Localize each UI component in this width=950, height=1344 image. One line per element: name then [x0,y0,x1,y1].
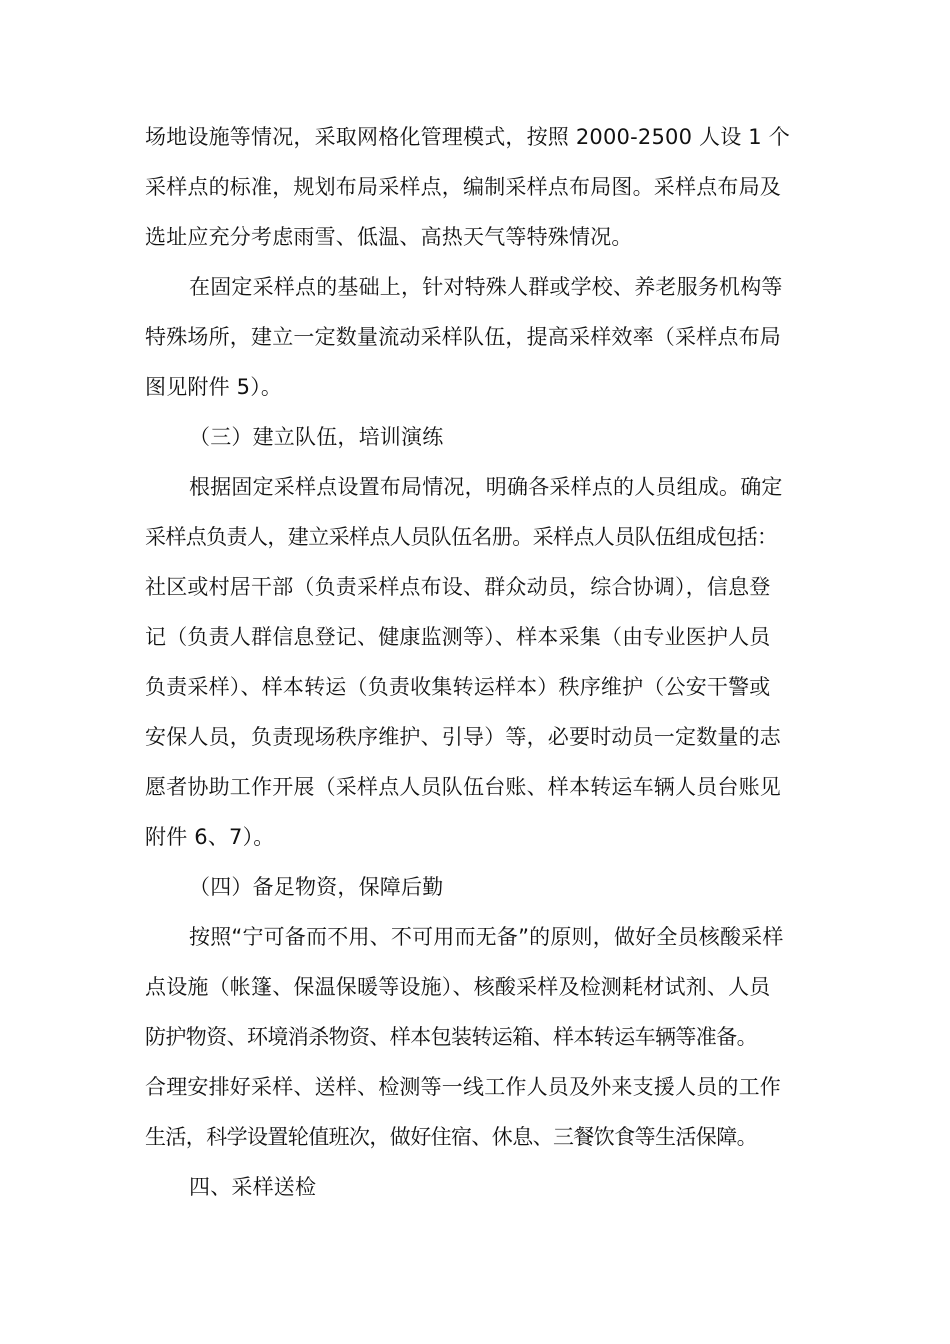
paragraph-supplies [145,912,807,1162]
text-line: 采样点负责人，建立采样点人员队伍名册。采样点人员队伍组成包括： [145,525,778,549]
paragraph-site-planning [145,112,807,262]
text-line: 愿者协助工作开展（采样点人员队伍台账、样本转运车辆人员台账见 [145,775,781,799]
section-heading-4: （四）备足物资，保障后勤 [189,875,444,899]
text-line: 采样点的标准，规划布局采样点，编制采样点布局图。采样点布局及 [145,175,781,199]
text-line: 记（负责人群信息登记、健康监测等）、样本采集（由专业医护人员 [145,625,771,649]
text-line: 在固定采样点的基础上，针对特殊人群或学校、养老服务机构等 [189,275,783,299]
text-line: 按照“宁可备而不用、不可用而无备”的原则，做好全员核酸采样 [189,925,784,949]
text-line: 负责采样）、样本转运（负责收集转运样本）秩序维护（公安干警或 [145,675,771,699]
section-heading-3: （三）建立队伍，培训演练 [189,425,444,449]
text-line: 安保人员，负责现场秩序维护、引导）等，必要时动员一定数量的志 [145,725,781,749]
text-line: 生活，科学设置轮值班次，做好住宿、休息、三餐饮食等生活保障。 [145,1125,757,1149]
text-line: 附件 6、7）。 [145,825,275,849]
text-line: 特殊场所，建立一定数量流动采样队伍，提高采样效率（采样点布局 [145,325,781,349]
text-line: 防护物资、环境消杀物资、样本包装转运箱、样本转运车辆等准备。 [145,1025,757,1049]
text-line: 合理安排好采样、送样、检测等一线工作人员及外来支援人员的工作 [145,1075,781,1099]
paragraph-mobile-teams [145,262,807,412]
text-line: 根据固定采样点设置布局情况，明确各采样点的人员组成。确定 [189,475,783,499]
chapter-heading: 四、采样送检 [189,1175,317,1199]
text-line: 场地设施等情况，采取网格化管理模式，按照 2000-2500 人设 1 个 [145,125,790,149]
text-line: 选址应充分考虑雨雪、低温、高热天气等特殊情况。 [145,225,633,249]
text-line: 图见附件 5）。 [145,375,283,399]
paragraph-team-composition [145,462,807,862]
text-line: 社区或村居干部（负责采样点布设、群众动员，综合协调），信息登 [145,575,771,599]
document-page [145,112,807,1212]
text-line: 点设施（帐篷、保温保暖等设施）、核酸采样及检测耗材试剂、人员 [145,975,771,999]
